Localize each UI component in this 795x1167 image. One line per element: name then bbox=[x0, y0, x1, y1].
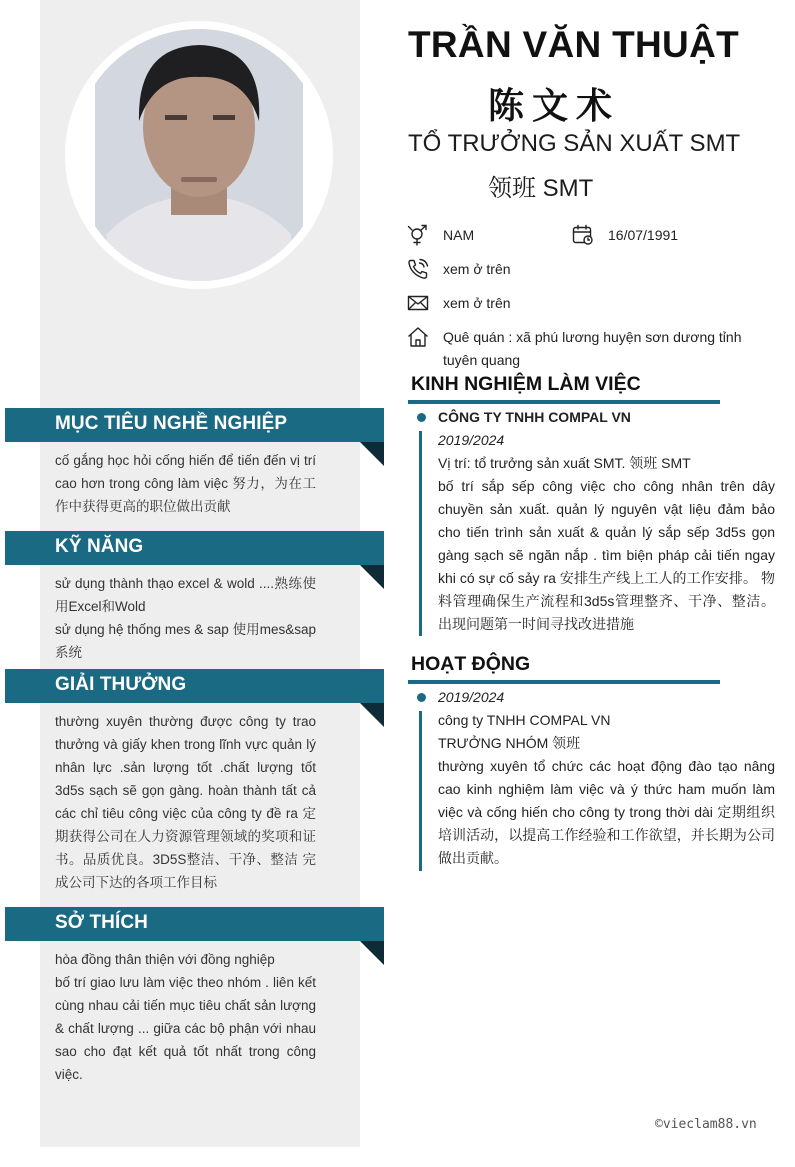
experience-timeline-dot bbox=[417, 413, 426, 422]
home-icon bbox=[407, 326, 429, 348]
job-title-chinese: 领班 SMT bbox=[488, 175, 594, 202]
email-value: xem ở trên bbox=[443, 295, 511, 311]
objective-title: MỤC TIÊU NGHỀ NGHIỆP bbox=[55, 413, 288, 434]
experience-description: bố trí sắp sếp công việc cho công nhân trên dây chuyền sản xuất. quản lý nguyên vật liệu đảm bảo cho tiến trình sản xuất & quản lý sắp sếp 3d5s gọn gàng sạch sẽ ngăn nắp . tìm biện pháp cải tiến ngay khi có sự cố sảy ra 安排生产线上工人的工作安排。 物料管理确保生产流程和3d5s管理整齐、干净、整洁。出现问题第一时间寻找改进措施 bbox=[438, 478, 775, 632]
email-icon bbox=[407, 292, 429, 314]
skill-item: sử dụng thành thạo excel & wold ....熟练使用Excel和Wold bbox=[55, 576, 316, 614]
experience-underline bbox=[408, 400, 720, 404]
experience-company: CÔNG TY TNHH COMPAL VN bbox=[438, 409, 631, 425]
gender-icon bbox=[407, 224, 429, 246]
hobby-item: bố trí giao lưu làm việc theo nhóm . liên kết cùng nhau cải tiến mục tiêu chất sản lượng & chất lượng ... giữa các bộ phận với nhau sao cho đạt kết quả tốt nhất trong công việc. bbox=[55, 975, 316, 1082]
activity-organization: công ty TNHH COMPAL VN bbox=[438, 712, 611, 728]
phone-value: xem ở trên bbox=[443, 261, 511, 277]
profile-photo-frame bbox=[65, 21, 333, 289]
experience-title: KINH NGHIỆM LÀM VIỆC bbox=[411, 373, 641, 395]
skills-title: KỸ NĂNG bbox=[55, 536, 144, 557]
objective-section-header bbox=[5, 408, 384, 442]
skills-section-header bbox=[5, 531, 384, 565]
activity-role: TRƯỞNG NHÓM 领班 bbox=[438, 735, 581, 751]
awards-title: GIẢI THƯỞNG bbox=[55, 674, 187, 695]
gender-value: NAM bbox=[443, 227, 475, 243]
address-value: Quê quán : xã phú lương huyện sơn dương tỉnh tuyên quang bbox=[443, 329, 742, 368]
skills-text bbox=[55, 572, 316, 664]
activities-timeline-line bbox=[419, 711, 422, 871]
experience-timeline-line bbox=[419, 431, 422, 636]
hobbies-section-header bbox=[5, 907, 384, 941]
objective-header-fold bbox=[360, 442, 384, 466]
hobbies-header-fold bbox=[360, 941, 384, 965]
skill-item: sử dụng hệ thống mes & sap 使用mes&sap系统 bbox=[55, 622, 316, 660]
hobbies-text bbox=[55, 948, 316, 1086]
awards-header-fold bbox=[360, 703, 384, 727]
watermark: ©vieclam88.vn bbox=[655, 1117, 757, 1132]
birthdate-value: 16/07/1991 bbox=[608, 227, 679, 243]
experience-entry bbox=[438, 406, 775, 636]
hobby-item: hòa đồng thân thiện với đồng nghiệp bbox=[55, 952, 275, 967]
job-title: TỔ TRƯỞNG SẢN XUẤT SMT bbox=[408, 130, 741, 157]
activities-title: HOẠT ĐỘNG bbox=[411, 653, 531, 675]
experience-period: 2019/2024 bbox=[438, 432, 505, 448]
activities-underline bbox=[408, 680, 720, 684]
activity-description: thường xuyên tổ chức các hoạt động đào tạo nâng cao kinh nghiệm làm việc và ý thức ham muốn làm việc và cống hiến cho công ty trong thời dài 定期组织培训活动，以提高工作经验和工作欲望，并长期为公司做出贡献。 bbox=[438, 758, 775, 866]
hobbies-title: SỞ THÍCH bbox=[55, 912, 149, 933]
activity-period: 2019/2024 bbox=[438, 689, 505, 705]
awards-text: thường xuyên thường được công ty trao thưởng và giấy khen trong lĩnh vực quản lý nhân lực .sản lượng tốt .chất lượng tốt 3d5s sạch sẽ gọn gàng. hoàn thành tất cả các chỉ tiêu công việc của công ty đề ra 定期获得公司在人力资源管理领域的奖项和证书。品质优良。3D5S整洁、干净、整洁 完成公司下达的各项工作目标 bbox=[55, 714, 316, 890]
experience-position: Vị trí: tổ trưởng sản xuất SMT. 领班 SMT bbox=[438, 455, 691, 471]
candidate-name: TRẦN VĂN THUẬT bbox=[408, 24, 740, 65]
phone-icon bbox=[407, 258, 429, 280]
profile-photo bbox=[73, 29, 325, 281]
activity-entry bbox=[438, 686, 775, 870]
objective-text: cố gắng học hỏi cống hiến để tiến đến vị trí cao hơn trong công làm việc 努力，为在工作中获得更高的职位做出贡献 bbox=[55, 453, 316, 514]
awards-section-header bbox=[5, 669, 384, 703]
candidate-name-chinese: 陈文术 bbox=[488, 85, 621, 126]
activities-timeline-dot bbox=[417, 693, 426, 702]
calendar-icon bbox=[572, 224, 594, 246]
skills-header-fold bbox=[360, 565, 384, 589]
